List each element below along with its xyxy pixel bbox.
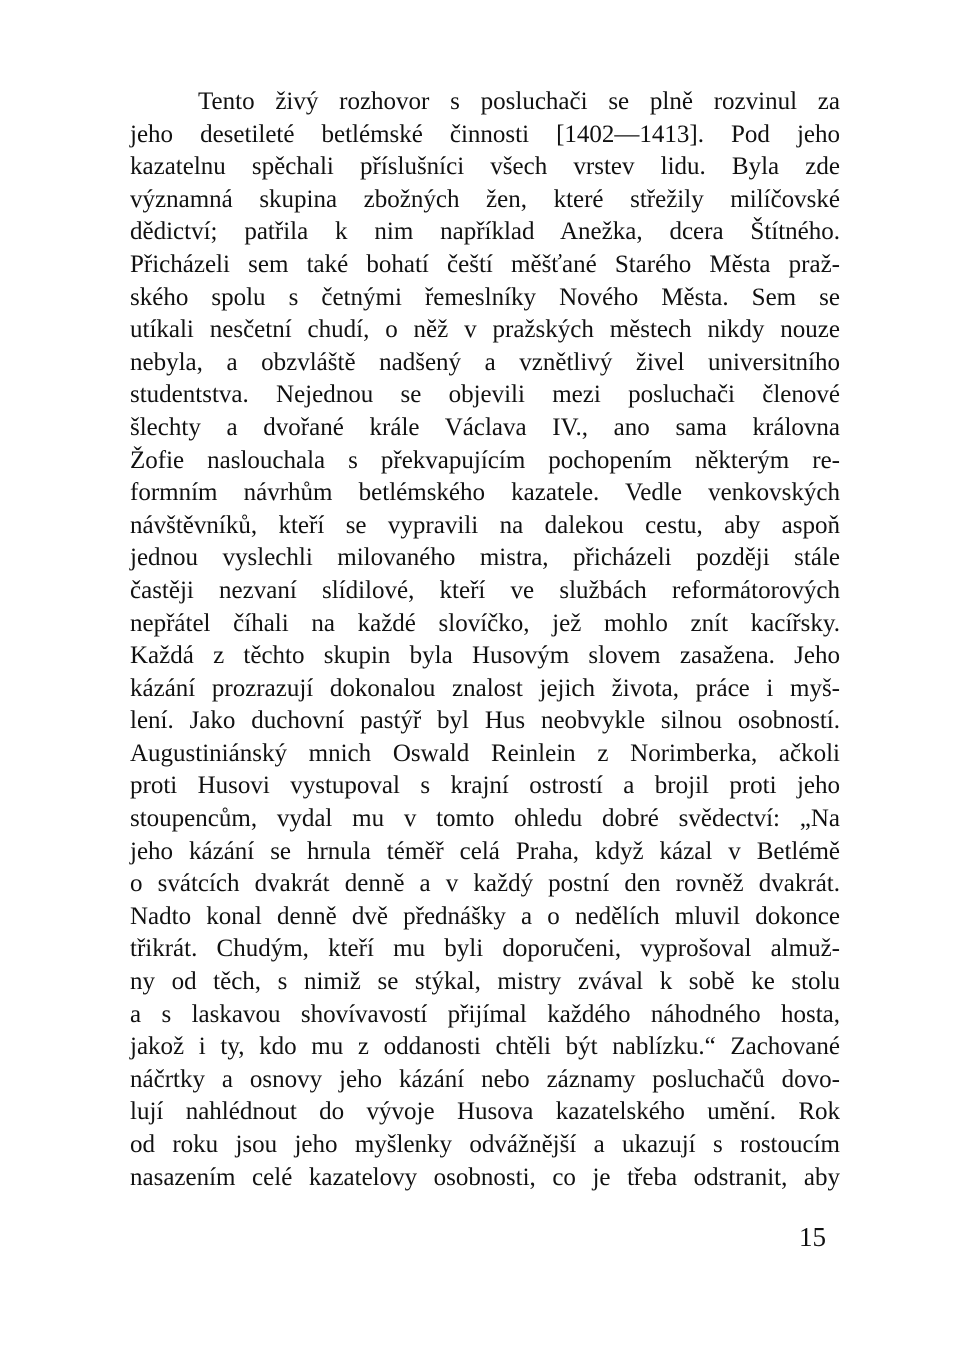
text-line: dědictví; patřila k nim například Anežka, dcera Štítného. (130, 218, 840, 246)
text-line: šlechty a dvořané krále Václava IV., ano sama královna (130, 413, 840, 441)
text-line: od roku jsou jeho myšlenky odvážnější a ukazují s rostoucím (130, 1131, 840, 1158)
text-line: ny od těch, s nimiž se stýkal, mistry zvával k sobě ke stolu (130, 968, 840, 996)
text-line: utíkali nesčetní chudí, o něž v pražských městech nikdy nouze (130, 316, 840, 344)
text-line: Každá z těchto skupin byla Husovým slovem zasažena. Jeho (130, 642, 840, 670)
page-number: 15 (799, 1222, 826, 1252)
text-line: kázání prozrazují dokonalou znalost jejich života, práce i myš- (130, 674, 840, 702)
text-line: jeho kázání se hrnula téměř celá Praha, když kázal v Betlémě (130, 837, 840, 865)
text-line: Augustiniánský mnich Oswald Reinlein z Norimberka, ačkoli (130, 739, 840, 767)
text-line: nasazením celé kazatelovy osobnosti, co je třeba odstranit, aby (130, 1163, 840, 1191)
text-line: nebyla, a obzvláště nadšený a vznětlivý živel universitního (130, 348, 840, 376)
text-line: Přicházeli sem také bohatí čeští měšťané Starého Města praž- (130, 250, 840, 278)
text-line: kazatelnu spěchali příslušníci všech vrstev lidu. Byla zde (130, 153, 840, 181)
text-line: Tento živý rozhovor s posluchači se plně rozvinul za (198, 88, 840, 115)
text-line: návštěvníků, kteří se vypravili na dalekou cestu, aby aspoň (130, 511, 840, 539)
text-line: o svátcích dvakrát denně a v každý postní den rovněž dvakrát. (130, 870, 840, 898)
text-line: studentstva. Nejednou se objevili mezi posluchači členové (130, 381, 840, 409)
text-line: lují nahlédnout do vývoje Husova kazatelského umění. Rok (130, 1098, 840, 1126)
text-line: lení. Jako duchovní pastýř byl Hus neobvykle silnou osobností. (130, 707, 840, 735)
text-line: jakož i ty, kdo mu z oddanosti chtěli být nablízku.“ Zachované (130, 1033, 840, 1061)
body-text (130, 86, 840, 1194)
text-line: nepřátel číhali na každé slovíčko, jež mohlo znít kacířsky. (130, 609, 840, 637)
text-line: častěji nezvaní slídilové, kteří ve službách reformátorových (130, 576, 840, 604)
text-line: významná skupina zbožných žen, které střežily milíčovské (130, 185, 840, 213)
text-line: Žofie naslouchala s překvapujícím pochopením některým re- (130, 446, 840, 474)
text-line: jeho desetileté betlémské činnosti [1402—1413]. Pod jeho (130, 120, 840, 148)
text-line: náčrtky a osnovy jeho kázání nebo záznamy posluchačů dovo- (130, 1065, 840, 1093)
text-line: formním návrhům betlémského kazatele. Vedle venkovských (130, 479, 840, 507)
text-line: proti Husovi vystupoval s krajní ostrostí a brojil proti jeho (130, 772, 840, 800)
text-line: stoupencům, vydal mu v tomto ohledu dobré svědectví: „Na (130, 805, 840, 833)
text-line: Nadto konal denně dvě přednášky a o nedělích mluvil dokonce (130, 902, 840, 930)
text-line: třikrát. Chudým, kteří mu byli doporučeni, vyprošoval almuž- (130, 935, 840, 963)
text-line: jednou vyslechli milovaného mistra, přicházeli později stále (130, 544, 840, 572)
text-line: a s laskavou shovívavostí přijímal každého náhodného hosta, (130, 1000, 840, 1028)
text-line: ského spolu s četnými řemeslníky Nového Města. Sem se (130, 283, 840, 311)
